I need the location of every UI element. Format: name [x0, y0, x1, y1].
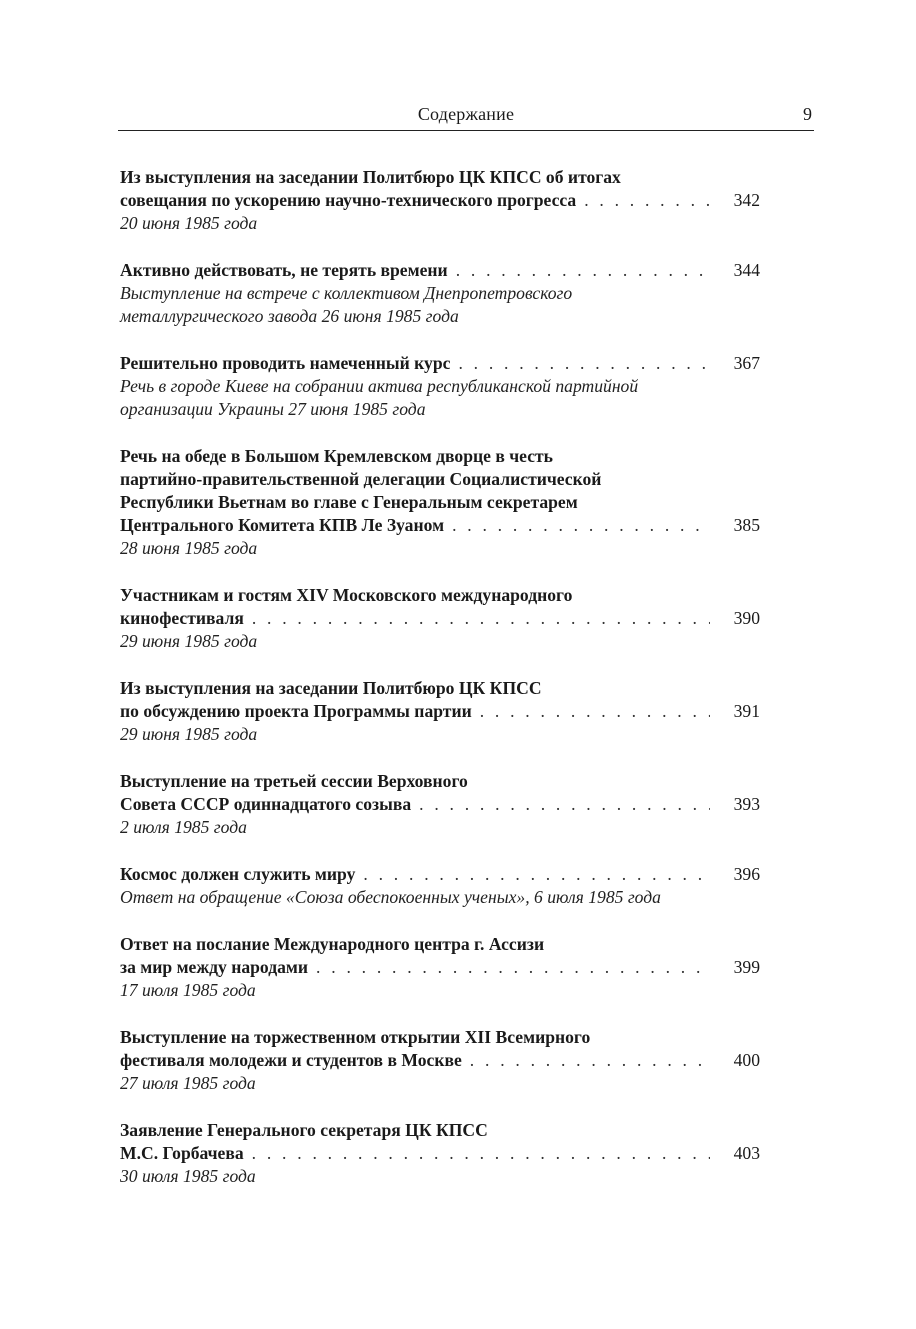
dot-leader — [452, 514, 710, 537]
table-of-contents — [120, 166, 760, 1212]
entry-title-last-line — [120, 189, 760, 212]
entry-title-line: Выступление на третьей сессии Верховного — [120, 771, 468, 791]
entry-title-text: совещания по ускорению научно-технического прогресса — [120, 190, 577, 210]
entry-title-line: Заявление Генерального секретаря ЦК КПСС — [120, 1120, 488, 1140]
dot-leader — [252, 607, 710, 630]
toc-entry[interactable] — [120, 584, 760, 653]
entry-title-last-line — [120, 956, 760, 979]
page-header — [118, 102, 814, 131]
toc-entry[interactable] — [120, 445, 760, 560]
entry-title-text: Центрального Комитета КПВ Ле Зуаном — [120, 515, 445, 535]
entry-title-text: кинофестиваля — [120, 608, 244, 628]
toc-entry[interactable] — [120, 933, 760, 1002]
entry-subtitle-line: Ответ на обращение «Союза обеспокоенных ученых», 6 июля 1985 года — [120, 887, 661, 907]
entry-page-number: 385 — [733, 515, 760, 535]
entry-title-last-line — [120, 1142, 760, 1165]
entry-title-line: Ответ на послание Международного центра г. Ассизи — [120, 934, 545, 954]
dot-leader — [584, 189, 710, 212]
entry-title-line: Выступление на торжественном открытии XII Всемирного — [120, 1027, 591, 1047]
entry-title-text: за мир между народами — [120, 957, 309, 977]
dot-leader — [458, 352, 710, 375]
toc-entry[interactable] — [120, 863, 760, 909]
entry-title-last-line — [120, 259, 760, 282]
dot-leader — [363, 863, 710, 886]
entry-title-text: по обсуждению проекта Программы партии — [120, 701, 472, 721]
entry-subtitle-line: Выступление на встрече с коллективом Днепропетровского — [120, 283, 573, 303]
toc-entry[interactable] — [120, 770, 760, 839]
entry-subtitle-line: 27 июля 1985 года — [120, 1073, 256, 1093]
toc-entry[interactable] — [120, 166, 760, 235]
entry-title-last-line — [120, 700, 760, 723]
entry-title-text: Активно действовать, не терять времени — [120, 260, 448, 280]
entry-title-text: Космос должен служить миру — [120, 864, 356, 884]
entry-page-number: 367 — [733, 353, 760, 373]
entry-page-number: 391 — [733, 701, 760, 721]
entry-subtitle-line: 28 июня 1985 года — [120, 538, 258, 558]
toc-entry[interactable] — [120, 677, 760, 746]
entry-page-number: 399 — [733, 957, 760, 977]
entry-title-last-line — [120, 607, 760, 630]
dot-leader — [480, 700, 710, 723]
entry-page-number: 390 — [733, 608, 760, 628]
dot-leader — [252, 1142, 710, 1165]
entry-page-number: 342 — [733, 190, 760, 210]
toc-entry[interactable] — [120, 259, 760, 328]
entry-subtitle-line: 29 июня 1985 года — [120, 631, 258, 651]
entry-subtitle-line: 30 июля 1985 года — [120, 1166, 256, 1186]
page-number: 9 — [803, 104, 812, 124]
entry-title-line: Из выступления на заседании Политбюро ЦК КПСС об итогах — [120, 167, 621, 187]
entry-title-line: Республики Вьетнам во главе с Генеральным секретарем — [120, 492, 578, 512]
entry-title-last-line — [120, 1049, 760, 1072]
entry-title-line: Участникам и гостям XIV Московского международного — [120, 585, 573, 605]
entry-subtitle-line: 20 июня 1985 года — [120, 213, 258, 233]
toc-entry[interactable] — [120, 1026, 760, 1095]
running-title: Содержание — [417, 104, 515, 124]
dot-leader — [419, 793, 710, 816]
entry-subtitle-line: 17 июля 1985 года — [120, 980, 256, 1000]
dot-leader — [316, 956, 710, 979]
entry-title-text: М.С. Горбачева — [120, 1143, 244, 1163]
entry-page-number: 393 — [733, 794, 760, 814]
entry-subtitle-line: 29 июня 1985 года — [120, 724, 258, 744]
entry-subtitle-line: организации Украины 27 июня 1985 года — [120, 399, 426, 419]
entry-title-line: Из выступления на заседании Политбюро ЦК КПСС — [120, 678, 542, 698]
entry-page-number: 400 — [733, 1050, 760, 1070]
entry-title-last-line — [120, 793, 760, 816]
entry-title-last-line — [120, 863, 760, 886]
toc-entry[interactable] — [120, 1119, 760, 1188]
dot-leader — [456, 259, 710, 282]
entry-subtitle-line: металлургического завода 26 июня 1985 года — [120, 306, 459, 326]
entry-title-text: фестиваля молодежи и студентов в Москве — [120, 1050, 462, 1070]
entry-page-number: 344 — [733, 260, 760, 280]
entry-subtitle-line: Речь в городе Киеве на собрании актива республиканской партийной — [120, 376, 639, 396]
entry-page-number: 403 — [733, 1143, 760, 1163]
entry-subtitle-line: 2 июля 1985 года — [120, 817, 247, 837]
entry-title-last-line — [120, 514, 760, 537]
entry-title-line: Речь на обеде в Большом Кремлевском дворце в честь — [120, 446, 553, 466]
entry-title-text: Решительно проводить намеченный курс — [120, 353, 451, 373]
entry-page-number: 396 — [733, 864, 760, 884]
dot-leader — [470, 1049, 710, 1072]
toc-entry[interactable] — [120, 352, 760, 421]
entry-title-line: партийно-правительственной делегации Социалистической — [120, 469, 602, 489]
entry-title-text: Совета СССР одиннадцатого созыва — [120, 794, 412, 814]
entry-title-last-line — [120, 352, 760, 375]
